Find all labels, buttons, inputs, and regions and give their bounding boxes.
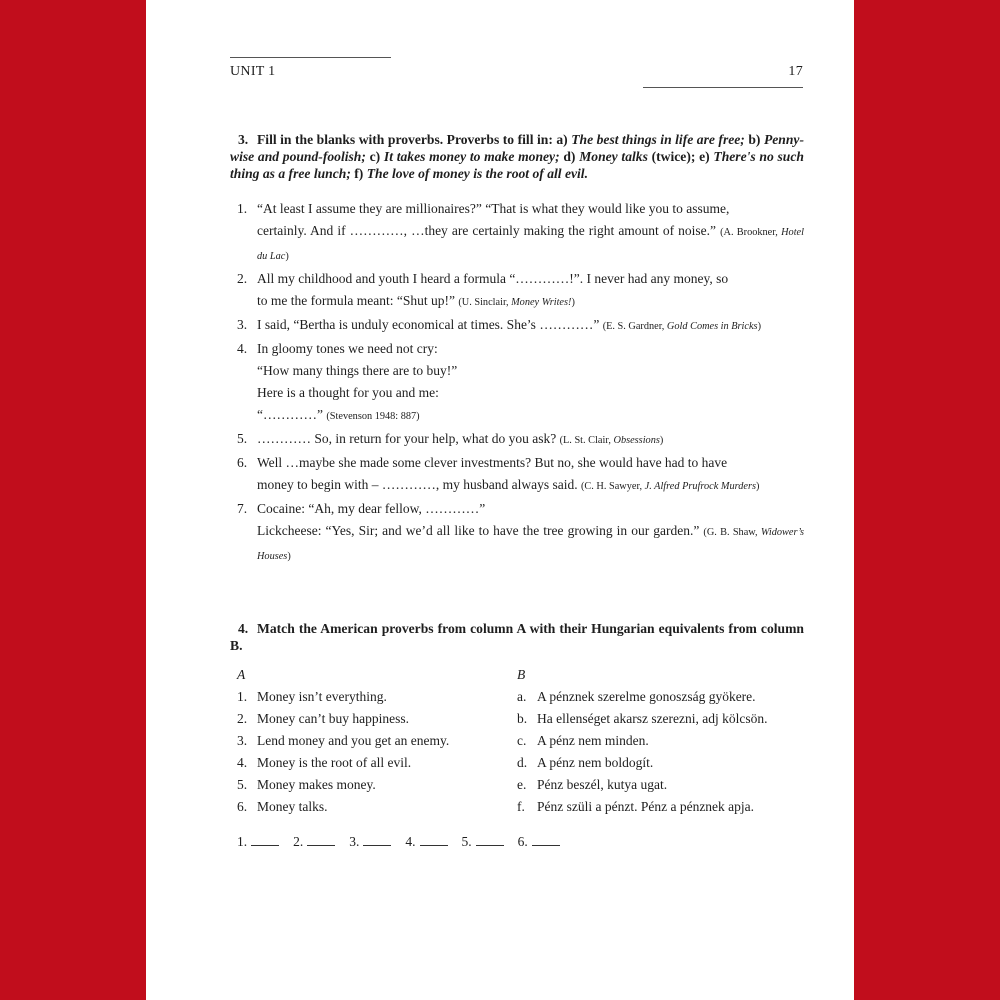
matching-columns	[230, 664, 804, 814]
match-text: Pénz szüli a pénzt. Pénz a pénznek apja.	[537, 799, 755, 814]
list-item	[230, 452, 804, 498]
answer-number: 1.	[237, 834, 248, 849]
citation-author: (G. B. Shaw,	[703, 527, 758, 538]
answer-blank-line	[363, 831, 391, 846]
match-row	[237, 796, 507, 818]
match-text: A pénz nem boldogít.	[537, 755, 654, 770]
citation-title: Money Writes!	[511, 297, 572, 308]
citation-close: )	[285, 251, 289, 262]
item-number: 7.	[237, 501, 248, 516]
item-text-line: “At least I assume they are millionaires?” “That is what they would like you to assume,	[257, 201, 730, 216]
answer-blank-line	[251, 831, 279, 846]
match-row	[517, 774, 807, 796]
column-a-heading: A	[237, 667, 246, 682]
item-text-line: All my childhood and youth I heard a formula “…………!”. I never had any money, so	[257, 271, 729, 286]
match-row	[517, 686, 807, 708]
citation-author: (A. Brookner,	[720, 227, 778, 238]
match-key: a.	[517, 689, 527, 704]
page-number: 17	[788, 64, 803, 79]
match-text: Money is the root of all evil.	[257, 755, 412, 770]
match-key: b.	[517, 711, 528, 726]
answer-blank-line	[420, 831, 448, 846]
item-text-line: certainly. And if …………, …they are certainly making the right amount of noise.”	[257, 223, 717, 238]
answer-slot	[462, 831, 504, 852]
item-text-line: ………… So, in return for your help, what do you ask?	[257, 431, 557, 446]
citation-author: (Stevenson 1948: 887)	[326, 411, 420, 422]
answer-slot	[293, 831, 335, 852]
column-a	[237, 664, 507, 818]
match-key: f.	[517, 799, 525, 814]
exercise-3-instruction: 3. Fill in the blanks with proverbs. Proverbs to fill in: a) The best things in life are free; b) Penny-wise and pound-foolish; c) It takes money to make money; d) Money talks (twice); e) There's no such thing as a free lunch; f) The love of money is the root of all evil.	[230, 132, 804, 181]
citation-close: )	[571, 297, 575, 308]
match-key: c.	[517, 733, 527, 748]
answer-slot	[518, 831, 560, 852]
item-number: 3.	[237, 317, 248, 332]
citation	[560, 435, 664, 446]
match-key: d.	[517, 755, 528, 770]
answer-slot	[237, 831, 279, 852]
item-text-line: money to begin with – …………, my husband always said.	[257, 477, 578, 492]
answer-blank-line	[532, 831, 560, 846]
answer-blank-line	[476, 831, 504, 846]
item-number: 6.	[237, 455, 248, 470]
item-text-line: Lickcheese: “Yes, Sir; and we’d all like to have the tree growing in our garden.”	[257, 523, 700, 538]
list-item	[230, 428, 804, 452]
item-text-line: to me the formula meant: “Shut up!”	[257, 293, 455, 308]
item-number: 5.	[237, 431, 248, 446]
exercise-4	[230, 620, 804, 814]
column-b	[517, 664, 807, 818]
match-text: Money can’t buy happiness.	[257, 711, 409, 726]
citation	[603, 321, 761, 332]
match-key: e.	[517, 777, 527, 792]
item-text-line: Cocaine: “Ah, my dear fellow, …………”	[257, 501, 486, 516]
match-key: 3.	[237, 733, 248, 748]
answer-blanks	[237, 831, 574, 852]
citation-author: (U. Sinclair,	[458, 297, 509, 308]
answer-number: 4.	[405, 834, 416, 849]
item-text-line: “…………”	[257, 407, 323, 422]
citation-close: )	[757, 321, 762, 332]
exercise-3	[230, 131, 804, 568]
citation-close: )	[287, 551, 291, 562]
answer-number: 2.	[293, 834, 304, 849]
item-text-line: Well …maybe she made some clever investments? But no, she would have had to have	[257, 455, 728, 470]
match-text: Money isn’t everything.	[257, 689, 387, 704]
list-item	[230, 338, 804, 428]
running-head-unit: UNIT 1	[230, 64, 276, 79]
match-row	[517, 752, 807, 774]
match-key: 1.	[237, 689, 248, 704]
citation-close: )	[659, 435, 664, 446]
exercise-number: 3.	[238, 132, 249, 147]
list-item	[230, 198, 804, 268]
list-item	[230, 314, 804, 338]
citation-author: (C. H. Sawyer,	[580, 481, 643, 492]
answer-blank-line	[307, 831, 335, 846]
match-text: Pénz beszél, kutya ugat.	[537, 777, 668, 792]
match-key: 6.	[237, 799, 248, 814]
list-item	[230, 268, 804, 314]
match-row	[237, 686, 507, 708]
answer-slot	[349, 831, 391, 852]
citation-close: )	[755, 481, 760, 492]
header-rule-left	[230, 57, 391, 58]
citation-title: J. Alfred Prufrock Murders	[644, 481, 756, 492]
match-text: Money makes money.	[257, 777, 376, 792]
header-rule-right	[643, 87, 803, 88]
match-text: Lend money and you get an enemy.	[257, 733, 450, 748]
answer-number: 6.	[517, 834, 528, 849]
match-row	[237, 708, 507, 730]
match-row	[237, 730, 507, 752]
citation-author: (E. S. Gardner,	[602, 321, 665, 332]
match-key: 4.	[237, 755, 248, 770]
book-page	[146, 0, 854, 1000]
exercise-3-items	[230, 198, 804, 568]
item-number: 2.	[237, 271, 248, 286]
citation-title: Obsessions	[613, 435, 660, 446]
citation	[581, 481, 759, 492]
citation-title: Hotel du Lac	[257, 227, 804, 262]
item-text-line: Here is a thought for you and me:	[257, 385, 439, 400]
answer-number: 5.	[461, 834, 472, 849]
citation-title: Gold Comes in Bricks	[666, 321, 758, 332]
answer-slot	[405, 831, 447, 852]
exercise-4-instruction: 4. Match the American proverbs from column A with their Hungarian equivalents from column B.	[230, 621, 804, 653]
match-row	[517, 708, 807, 730]
column-b-heading: B	[517, 667, 526, 682]
match-key: 5.	[237, 777, 248, 792]
match-row	[237, 774, 507, 796]
citation-author: (L. St. Clair,	[559, 435, 611, 446]
exercise-number: 4.	[238, 621, 249, 636]
item-text-line: I said, “Bertha is unduly economical at times. She’s …………”	[257, 317, 600, 332]
citation	[458, 297, 575, 308]
item-text-line: “How many things there are to buy!”	[257, 363, 458, 378]
answer-number: 3.	[349, 834, 360, 849]
match-text: A pénznek szerelme gonoszság gyökere.	[537, 689, 756, 704]
match-row	[237, 752, 507, 774]
match-row	[517, 730, 807, 752]
match-row	[517, 796, 807, 818]
citation-title: Widower’s Houses	[257, 527, 804, 562]
match-text: A pénz nem minden.	[537, 733, 649, 748]
list-item	[230, 498, 804, 568]
item-number: 1.	[237, 201, 248, 216]
citation	[326, 411, 419, 422]
match-text: Ha ellenséget akarsz szerezni, adj kölcsön.	[537, 711, 768, 726]
match-text: Money talks.	[257, 799, 328, 814]
item-text-line: In gloomy tones we need not cry:	[257, 341, 438, 356]
match-key: 2.	[237, 711, 248, 726]
item-number: 4.	[237, 341, 248, 356]
